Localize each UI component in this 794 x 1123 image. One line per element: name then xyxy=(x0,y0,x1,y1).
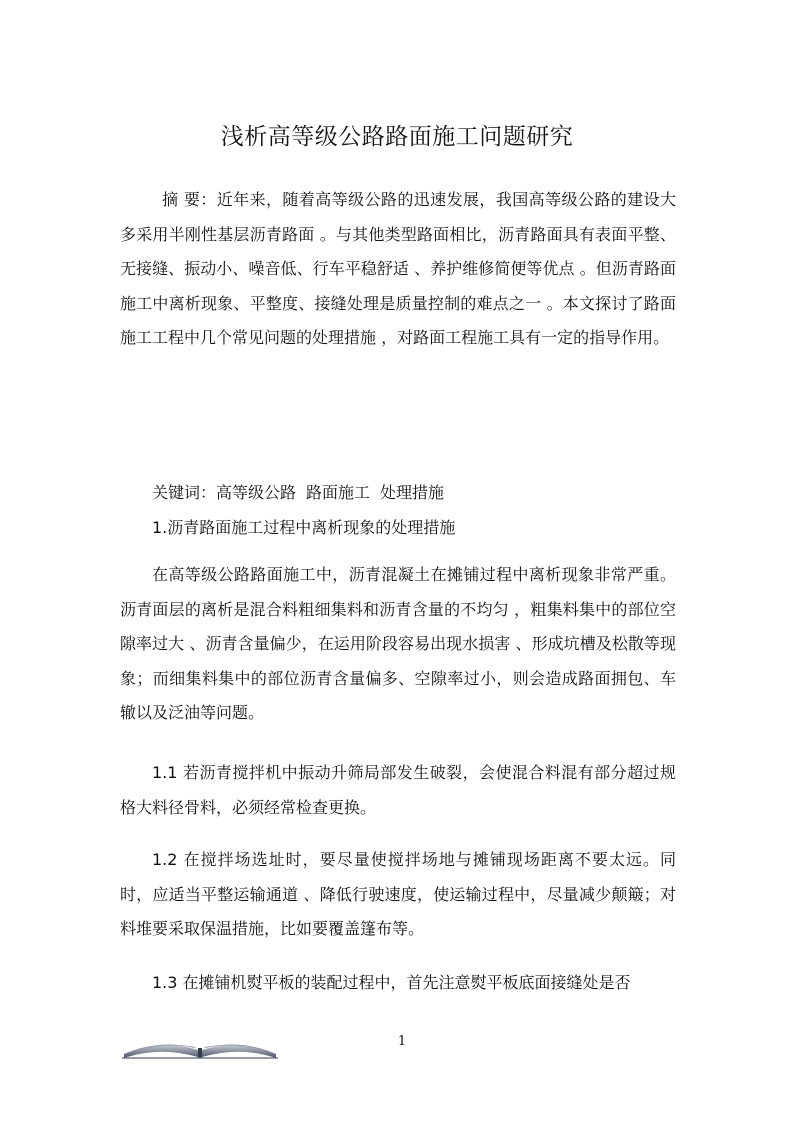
list-item-1-3: 1.3 在摊铺机熨平板的装配过程中，首先注意熨平板底面接缝处是否 xyxy=(152,973,631,992)
body-paragraph: 在高等级公路路面施工中，沥青混凝土在摊铺过程中离析现象非常严重。沥青面层的离析是混合料粗细集料和沥青含量的不均匀 ，粗集料集中的部位空隙率过大 、沥青含量偏少，在运用阶段容易出现水损害 、形成坑槽及松散等现象；而细集料集中的部位沥青含量偏多、空隙率过小，则会造成路面拥包、车辙以及泛油等问题。 xyxy=(120,565,676,722)
keyword-item: 路面施工 xyxy=(306,483,371,502)
keywords-line xyxy=(120,476,676,511)
list-item-1-2: 1.2 在搅拌场选址时，要尽量使搅拌场地与摊铺现场距离不要太远。同时，应适当平整运输通道 、降低行驶速度，使运输过程中，尽量减少颠簸；对料堆要采取保温措施，比如要覆盖篷布等。 xyxy=(120,850,676,938)
document-title: 浅析高等级公路路面施工问题研究 xyxy=(220,124,574,151)
keyword-item: 处理措施 xyxy=(380,483,445,502)
list-item-1-1: 1.1 若沥青搅拌机中振动升筛局部发生破裂，会使混合料混有部分超过规格大料径骨料，必须经常检查更换。 xyxy=(120,763,676,817)
abstract-paragraph: 摘 要：近年来，随着高等级公路的迅速发展，我国高等级公路的建设大多采用半刚性基层沥青路面 。与其他类型路面相比，沥青路面具有表面平整、无接缝、振动小、噪音低、行车平稳舒适 、养护维修简便等优点 。但沥青路面施工中离析现象、平整度、接缝处理是质量控制的难点之一 。本文探讨了路面施工工程中几个常见问题的处理措施 ，对路面工程施工具有一定的指导作用。 xyxy=(120,190,676,347)
section-heading: 1.沥青路面施工过程中离析现象的处理措施 xyxy=(152,518,456,537)
keyword-item: 高等级公路 xyxy=(216,483,297,502)
keywords-label: 关键词： xyxy=(152,483,217,502)
page-number: 1 xyxy=(397,1034,407,1049)
open-book-icon xyxy=(120,1030,280,1060)
